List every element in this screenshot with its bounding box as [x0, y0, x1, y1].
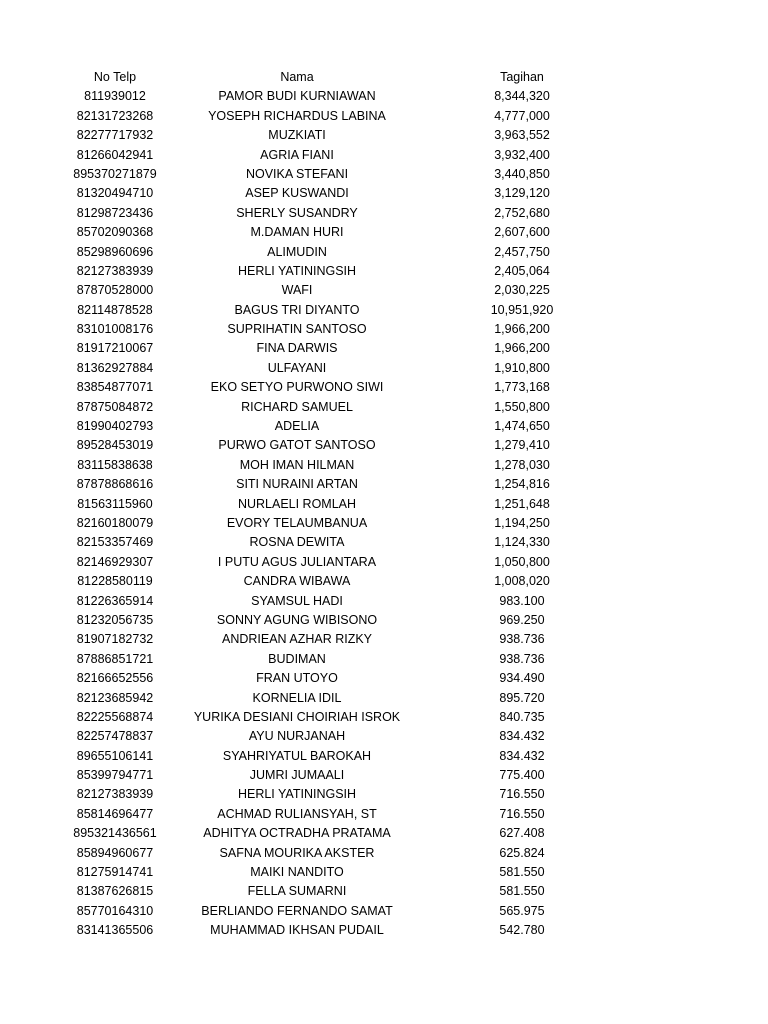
- cell-nama: KORNELIA IDIL: [252, 690, 342, 705]
- cell-tagihan: 1,279,410: [494, 438, 550, 453]
- table-row: [0, 262, 768, 281]
- cell-tagihan: 2,405,064: [494, 263, 550, 278]
- cell-no-telp: 895321436561: [73, 826, 157, 841]
- cell-no-telp: 85770164310: [76, 903, 154, 918]
- cell-no-telp: 81362927884: [76, 360, 154, 375]
- table-row: [0, 495, 768, 514]
- cell-nama: BUDIMAN: [268, 651, 326, 666]
- cell-nama: MUZKIATI: [268, 128, 326, 143]
- cell-nama: MOH IMAN HILMAN: [239, 457, 355, 472]
- cell-nama: FRAN UTOYO: [256, 671, 338, 686]
- cell-no-telp: 82146929307: [76, 554, 154, 569]
- cell-no-telp: 82127383939: [76, 263, 154, 278]
- cell-nama: ALIMUDIN: [267, 244, 327, 259]
- table-row: [0, 146, 768, 165]
- table-row: [0, 87, 768, 106]
- cell-tagihan: 581.550: [499, 865, 545, 880]
- cell-tagihan: 542.780: [499, 923, 545, 938]
- table-header: [0, 68, 768, 87]
- cell-nama: YURIKA DESIANI CHOIRIAH ISROK: [193, 709, 401, 724]
- header-nama: Nama: [280, 70, 314, 84]
- cell-no-telp: 83141365506: [76, 923, 154, 938]
- cell-tagihan: 983.100: [499, 593, 545, 608]
- table-row: [0, 805, 768, 824]
- table-row: [0, 611, 768, 630]
- cell-no-telp: 82166652556: [76, 671, 154, 686]
- cell-nama: PAMOR BUDI KURNIAWAN: [218, 89, 376, 104]
- cell-nama: YOSEPH RICHARDUS LABINA: [208, 108, 386, 123]
- cell-no-telp: 87878868616: [76, 477, 154, 492]
- cell-tagihan: 2,607,600: [494, 225, 550, 240]
- cell-nama: ADELIA: [274, 419, 320, 434]
- cell-nama: ADHITYA OCTRADHA PRATAMA: [203, 826, 391, 841]
- table-row: [0, 281, 768, 300]
- header-no-telp: No Telp: [93, 70, 137, 84]
- table-row: [0, 708, 768, 727]
- cell-no-telp: 82160180079: [76, 515, 154, 530]
- cell-nama: EVORY TELAUMBANUA: [226, 515, 368, 530]
- cell-nama: AGRIA FIANI: [260, 147, 334, 162]
- cell-no-telp: 85702090368: [76, 225, 154, 240]
- table-row: [0, 514, 768, 533]
- cell-tagihan: 1,124,330: [494, 535, 550, 550]
- table-row: [0, 107, 768, 126]
- cell-tagihan: 934.490: [499, 671, 545, 686]
- cell-nama: HERLI YATININGSIH: [237, 263, 357, 278]
- cell-tagihan: 1,251,648: [494, 496, 550, 511]
- header-tagihan: Tagihan: [500, 70, 544, 84]
- cell-nama: I PUTU AGUS JULIANTARA: [217, 554, 377, 569]
- table-row: [0, 824, 768, 843]
- cell-tagihan: 10,951,920: [490, 302, 554, 317]
- cell-no-telp: 82123685942: [76, 690, 154, 705]
- cell-no-telp: 895370271879: [73, 166, 157, 181]
- cell-tagihan: 3,963,552: [494, 128, 550, 143]
- cell-nama: M.DAMAN HURI: [250, 225, 344, 240]
- cell-tagihan: 2,752,680: [494, 205, 550, 220]
- cell-no-telp: 85298960696: [76, 244, 154, 259]
- cell-nama: ASEP KUSWANDI: [245, 186, 349, 201]
- cell-tagihan: 625.824: [499, 845, 545, 860]
- table-row: [0, 553, 768, 572]
- table-row: [0, 339, 768, 358]
- cell-no-telp: 89528453019: [76, 438, 154, 453]
- cell-nama: HERLI YATININGSIH: [237, 787, 357, 802]
- table-row: [0, 572, 768, 591]
- cell-tagihan: 716.550: [499, 787, 545, 802]
- table-row: [0, 165, 768, 184]
- table-row: [0, 669, 768, 688]
- cell-no-telp: 83101008176: [76, 322, 154, 337]
- table-row: [0, 126, 768, 145]
- cell-no-telp: 81990402793: [76, 419, 154, 434]
- cell-tagihan: 969.250: [499, 612, 545, 627]
- cell-no-telp: 81232056735: [76, 612, 154, 627]
- cell-no-telp: 85399794771: [76, 768, 154, 783]
- cell-no-telp: 82114878528: [77, 302, 153, 317]
- table-row: [0, 301, 768, 320]
- cell-nama: WAFI: [281, 283, 313, 298]
- cell-no-telp: 81320494710: [76, 186, 154, 201]
- cell-tagihan: 3,932,400: [494, 147, 550, 162]
- cell-tagihan: 2,030,225: [494, 283, 550, 298]
- cell-no-telp: 81266042941: [76, 147, 154, 162]
- table-row: [0, 689, 768, 708]
- cell-no-telp: 81275914741: [76, 865, 154, 880]
- cell-nama: FELLA SUMARNI: [247, 884, 347, 899]
- table-row: [0, 398, 768, 417]
- table-row: [0, 844, 768, 863]
- cell-no-telp: 81917210067: [76, 341, 154, 356]
- cell-tagihan: 1,773,168: [494, 380, 550, 395]
- table-row: [0, 204, 768, 223]
- cell-tagihan: 4,777,000: [494, 108, 550, 123]
- cell-nama: ACHMAD RULIANSYAH, ST: [217, 806, 377, 821]
- cell-nama: NURLAELI ROMLAH: [237, 496, 357, 511]
- cell-no-telp: 82153357469: [76, 535, 154, 550]
- cell-nama: SONNY AGUNG WIBISONO: [216, 612, 378, 627]
- cell-nama: JUMRI JUMAALI: [249, 768, 345, 783]
- cell-no-telp: 82131723268: [76, 108, 154, 123]
- cell-nama: ROSNA DEWITA: [249, 535, 345, 550]
- cell-tagihan: 834.432: [499, 748, 545, 763]
- table-body: [0, 87, 768, 940]
- cell-tagihan: 2,457,750: [494, 244, 550, 259]
- table-row: [0, 533, 768, 552]
- cell-tagihan: 1,550,800: [494, 399, 550, 414]
- cell-nama: MAIKI NANDITO: [250, 865, 344, 880]
- cell-nama: BAGUS TRI DIYANTO: [234, 302, 360, 317]
- cell-tagihan: 938.736: [499, 651, 545, 666]
- table-row: [0, 359, 768, 378]
- cell-no-telp: 811939012: [84, 89, 146, 104]
- cell-no-telp: 82277717932: [76, 128, 154, 143]
- cell-tagihan: 834.432: [499, 729, 545, 744]
- cell-tagihan: 1,910,800: [494, 360, 550, 375]
- cell-tagihan: 3,129,120: [494, 186, 550, 201]
- cell-tagihan: 3,440,850: [494, 166, 550, 181]
- cell-no-telp: 81298723436: [76, 205, 154, 220]
- cell-no-telp: 81907182732: [76, 632, 154, 647]
- cell-nama: SAFNA MOURIKA AKSTER: [219, 845, 375, 860]
- cell-tagihan: 1,194,250: [494, 515, 550, 530]
- cell-no-telp: 81563115960: [77, 496, 153, 511]
- table-row: [0, 785, 768, 804]
- cell-tagihan: 840.735: [499, 709, 545, 724]
- cell-tagihan: 1,966,200: [494, 341, 550, 356]
- table-row: [0, 766, 768, 785]
- cell-nama: ANDRIEAN AZHAR RIZKY: [221, 632, 373, 647]
- cell-nama: ULFAYANI: [267, 360, 327, 375]
- cell-tagihan: 627.408: [499, 826, 545, 841]
- table-row: [0, 456, 768, 475]
- cell-no-telp: 85894960677: [76, 845, 154, 860]
- cell-tagihan: 1,474,650: [494, 419, 550, 434]
- table-row: [0, 436, 768, 455]
- cell-nama: PURWO GATOT SANTOSO: [218, 438, 376, 453]
- cell-tagihan: 581.550: [499, 884, 545, 899]
- cell-nama: NOVIKA STEFANI: [245, 166, 349, 181]
- table-row: [0, 921, 768, 940]
- cell-tagihan: 8,344,320: [494, 89, 550, 104]
- cell-no-telp: 81228580119: [77, 574, 153, 589]
- table-row: [0, 727, 768, 746]
- cell-nama: MUHAMMAD IKHSAN PUDAIL: [210, 923, 384, 938]
- cell-no-telp: 82225568874: [76, 709, 154, 724]
- table-row: [0, 902, 768, 921]
- cell-tagihan: 775.400: [499, 768, 545, 783]
- cell-no-telp: 82257478837: [76, 729, 154, 744]
- table-row: [0, 378, 768, 397]
- cell-nama: EKO SETYO PURWONO SIWI: [210, 380, 384, 395]
- cell-no-telp: 89655106141: [76, 748, 154, 763]
- cell-tagihan: 1,008,020: [494, 574, 550, 589]
- table-row: [0, 650, 768, 669]
- cell-nama: SYAHRIYATUL BAROKAH: [222, 748, 372, 763]
- cell-nama: SITI NURAINI ARTAN: [236, 477, 358, 492]
- table-row: [0, 747, 768, 766]
- table-row: [0, 320, 768, 339]
- cell-nama: RICHARD SAMUEL: [241, 399, 353, 414]
- table-row: [0, 882, 768, 901]
- cell-tagihan: 1,278,030: [494, 457, 550, 472]
- cell-no-telp: 87875084872: [76, 399, 154, 414]
- cell-no-telp: 83854877071: [76, 380, 154, 395]
- cell-nama: BERLIANDO FERNANDO SAMAT: [201, 903, 393, 918]
- cell-no-telp: 85814696477: [76, 806, 154, 821]
- cell-nama: SUPRIHATIN SANTOSO: [227, 322, 367, 337]
- cell-tagihan: 1,966,200: [494, 322, 550, 337]
- billing-table: [0, 68, 768, 941]
- table-row: [0, 863, 768, 882]
- cell-nama: SYAMSUL HADI: [251, 593, 343, 608]
- cell-nama: CANDRA WIBAWA: [243, 574, 351, 589]
- cell-tagihan: 1,050,800: [494, 554, 550, 569]
- table-row: [0, 475, 768, 494]
- cell-no-telp: 82127383939: [76, 787, 154, 802]
- cell-tagihan: 716.550: [499, 806, 545, 821]
- cell-nama: SHERLY SUSANDRY: [236, 205, 358, 220]
- table-row: [0, 417, 768, 436]
- table-row: [0, 184, 768, 203]
- cell-tagihan: 1,254,816: [494, 477, 550, 492]
- table-row: [0, 592, 768, 611]
- cell-tagihan: 895.720: [499, 690, 545, 705]
- cell-no-telp: 83115838638: [77, 457, 153, 472]
- cell-no-telp: 81387626815: [76, 884, 154, 899]
- cell-tagihan: 938.736: [499, 632, 545, 647]
- table-row: [0, 243, 768, 262]
- cell-tagihan: 565.975: [499, 903, 545, 918]
- cell-nama: FINA DARWIS: [256, 341, 338, 356]
- cell-nama: AYU NURJANAH: [248, 729, 346, 744]
- cell-no-telp: 87870528000: [76, 283, 154, 298]
- table-row: [0, 223, 768, 242]
- cell-no-telp: 81226365914: [76, 593, 154, 608]
- table-row: [0, 630, 768, 649]
- cell-no-telp: 87886851721: [76, 651, 154, 666]
